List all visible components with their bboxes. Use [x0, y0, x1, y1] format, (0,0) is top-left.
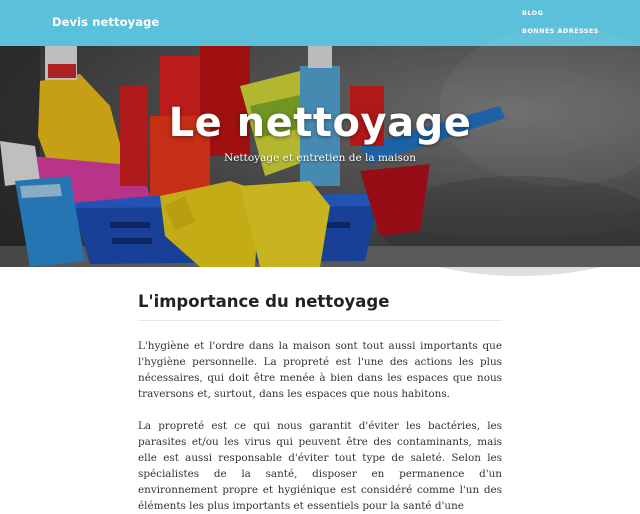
nav-link-blog[interactable]: BLOG — [522, 9, 544, 17]
article-paragraph-2: La propreté est ce qui nous garantit d'éviter les bactéries, les parasites et/ou les virus qui peuvent être des contaminants, mais elle est aussi responsable d'éviter tout type de saleté. Selon les spécialistes de la santé, disposer en permanence d'un environnement propre et hygiénique est considéré comme l'un des éléments les plus importants et essentiels pour la santé d'une — [138, 420, 502, 512]
article-paragraph-1: L'hygiène et l'ordre dans la maison sont tout aussi importants que l'hygiène personnelle. La propreté est l'une des actions les plus nécessaires, qui doit être menée à bien dans les espaces que nous traversons et, surtout, dans les espaces que nous habitons. — [138, 340, 502, 400]
article-content — [138, 289, 502, 514]
article-heading: L'importance du nettoyage — [138, 289, 502, 321]
hero-banner — [0, 46, 640, 267]
site-brand-link[interactable]: Devis nettoyage — [52, 15, 160, 29]
hero-title: Le nettoyage — [168, 100, 472, 146]
hero-subtitle: Nettoyage et entretien de la maison — [224, 152, 416, 164]
